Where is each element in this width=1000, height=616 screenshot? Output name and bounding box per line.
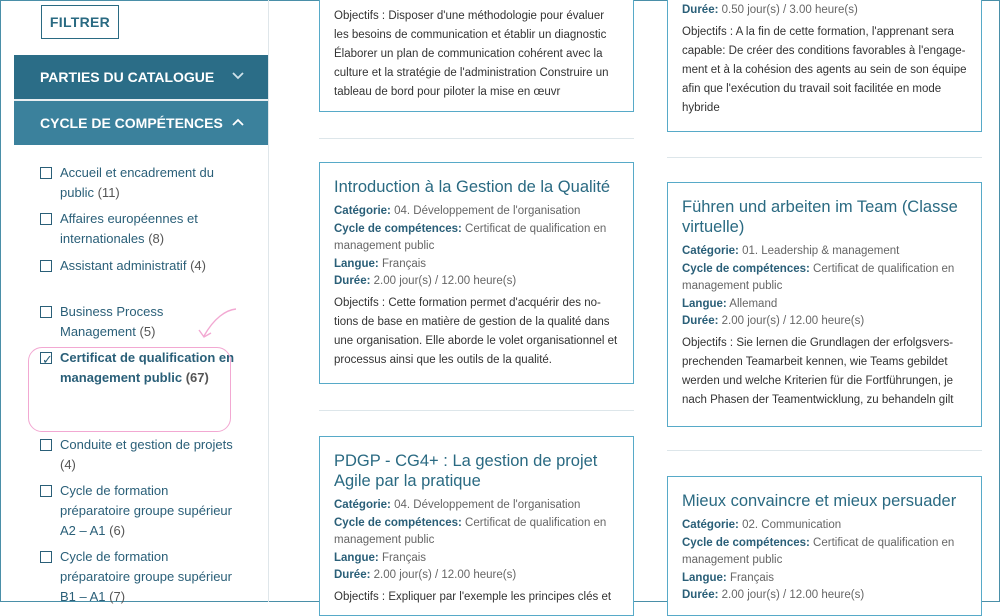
category-count: (4): [190, 258, 206, 273]
course-duration: Durée: 2.00 jour(s) / 12.00 heure(s): [334, 275, 517, 287]
category-label: Certificat de qualification en management public: [60, 350, 235, 385]
category-label: Assistant administratif: [60, 258, 187, 273]
course-title[interactable]: Introduction à la Gestion de la Qualité: [334, 178, 611, 196]
course-language: Langue: Français: [334, 257, 427, 270]
category-checkbox-item[interactable]: [40, 256, 240, 276]
course-objectives: Objectifs : Expliquer par l'exemple les principes clés et: [334, 590, 612, 603]
category-checkbox-item[interactable]: [40, 163, 240, 203]
category-count: (4): [60, 457, 76, 472]
course-language: Langue: Français: [682, 571, 775, 584]
checkbox[interactable]: [40, 167, 52, 179]
category-checkbox-item[interactable]: [40, 481, 240, 541]
category-label: Affaires européennes et internationales: [60, 211, 198, 246]
course-card[interactable]: [667, 476, 982, 616]
filter-button[interactable]: FILTRER: [41, 5, 119, 39]
category-label: Accueil et encadrement du public: [60, 165, 214, 200]
course-title[interactable]: Mieux convaincre et mieux persuader: [682, 492, 957, 510]
card-separator: [667, 450, 982, 451]
checkbox[interactable]: [40, 485, 52, 497]
category-checkbox-item[interactable]: [40, 547, 240, 607]
course-card[interactable]: [319, 436, 634, 616]
course-duration: Durée: 2.00 jour(s) / 12.00 heure(s): [334, 569, 517, 581]
course-card[interactable]: [667, 182, 982, 427]
category-count: (11): [97, 185, 120, 200]
course-cycle: Cycle de compétences: Certificat de qualification en management public: [682, 262, 955, 292]
card-separator: [319, 410, 634, 411]
course-duration: Durée: 0.50 jour(s) / 3.00 heure(s): [682, 4, 858, 16]
course-category: Catégorie: 02. Communication: [682, 519, 842, 531]
category-count: (67): [185, 370, 209, 385]
category-checkbox-item[interactable]: [40, 209, 240, 249]
course-objectives: Objectifs : A la fin de cette formation, l'apprenant sera capable: De créer des conditions favorables à l'engage-ment et à la cohésion des agents au sein de son équipe afin que l'exécution du travail soit facilitée en mode hybride: [682, 25, 967, 114]
checkbox[interactable]: [40, 439, 52, 451]
course-cycle: Cycle de compétences: Certificat de qualification en management public: [682, 536, 955, 566]
course-duration: Durée: 2.00 jour(s) / 12.00 heure(s): [682, 589, 865, 601]
category-label: Cycle de formation préparatoire groupe supérieur A2 – A1: [60, 483, 232, 538]
course-title[interactable]: PDGP - CG4+ : La gestion de projet Agile par la pratique: [334, 452, 598, 490]
course-objectives: Objectifs : Cette formation permet d'acquérir des no-tions de base en matière de gestion de la qualité dans une organisation. Elle aborde le volet organisationnel et processus ainsi que les outils de la qualité.: [334, 296, 618, 366]
checkbox[interactable]: [40, 213, 52, 225]
accordion-cycle-de-competences[interactable]: [14, 101, 269, 145]
course-category: Catégorie: 04. Développement de l'organisation: [334, 499, 581, 511]
course-category: Catégorie: 01. Leadership & management: [682, 245, 900, 257]
annotation-highlight: [28, 347, 231, 432]
card-separator: [319, 138, 634, 139]
checkbox[interactable]: [40, 260, 52, 272]
chevron-up-icon: [229, 113, 247, 131]
course-category: Catégorie: 04. Développement de l'organisation: [334, 205, 581, 217]
checkbox[interactable]: [40, 551, 52, 563]
course-cycle: Cycle de compétences: Certificat de qualification en management public: [334, 222, 607, 252]
category-count: (7): [109, 589, 126, 604]
course-card[interactable]: [667, 0, 982, 132]
course-language: Langue: Allemand: [682, 297, 778, 310]
course-language: Langue: Français: [334, 551, 427, 564]
course-cycle: Cycle de compétences: Certificat de qualification en management public: [334, 516, 607, 546]
sidebar-border: [268, 0, 269, 602]
course-card[interactable]: [319, 162, 634, 384]
checkbox[interactable]: [40, 306, 52, 318]
accordion-label: PARTIES DU CATALOGUE: [40, 69, 215, 85]
filter-sidebar: [14, 0, 269, 602]
course-card[interactable]: [319, 0, 634, 112]
course-objectives: Objectifs : Disposer d'une méthodologie pour évaluer les besoins de communication et établir un diagnostic Élaborer un plan de communication cohérent avec la culture et la stratégie de l'administration Construire un tableau de bord pour piloter la mise en œuvr: [334, 10, 609, 98]
category-label: Business Process Management: [60, 304, 164, 339]
course-title[interactable]: Führen und arbeiten im Team (Classe virtuelle): [682, 198, 958, 236]
category-checkbox-item[interactable]: [40, 435, 240, 475]
category-count: (8): [148, 231, 165, 246]
annotation-arrow-icon: [196, 306, 242, 346]
category-count: (5): [139, 324, 156, 339]
course-objectives: Objectifs : Sie lernen die Grundlagen der erfolgsvers-prechenden Teamarbeit kennen, wie Teams gebildet werden und welche Kriterien für die Fortführungen, je nach Phasen der Teamentwicklung, zu behandeln gilt: [682, 336, 954, 406]
category-label: Conduite et gestion de projets: [60, 437, 233, 452]
course-duration: Durée: 2.00 jour(s) / 12.00 heure(s): [682, 315, 865, 327]
accordion-parties-du-catalogue[interactable]: [14, 55, 269, 99]
accordion-label: CYCLE DE COMPÉTENCES: [40, 115, 223, 131]
category-count: (6): [109, 523, 126, 538]
checkmark-icon: ✓: [42, 352, 53, 367]
chevron-down-icon: [229, 67, 247, 85]
card-separator: [667, 157, 982, 158]
category-label: Cycle de formation préparatoire groupe supérieur B1 – A1: [60, 549, 232, 604]
